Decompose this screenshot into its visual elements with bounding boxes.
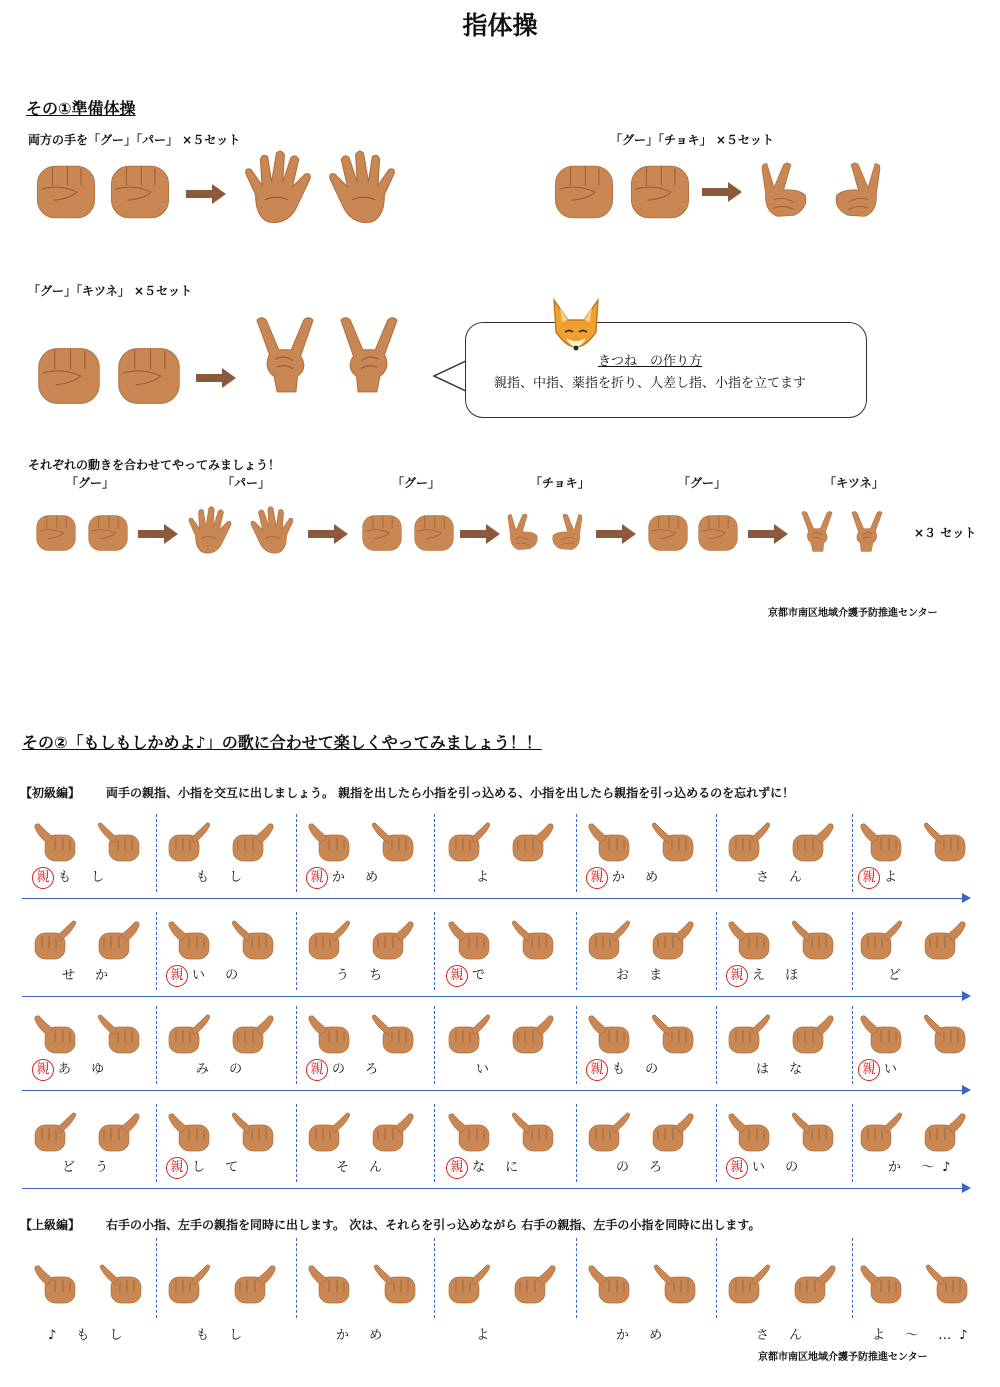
- fox-speech-bubble: [465, 322, 867, 418]
- thumb-hand-icon: [720, 1110, 778, 1160]
- pinky-hand-icon: [364, 820, 422, 870]
- thumb-hand-icon: [160, 1110, 218, 1160]
- fist-hand-icon: [358, 510, 406, 556]
- pinky-hand-icon: [646, 1262, 704, 1312]
- thumb-hand-icon: [504, 820, 562, 870]
- pinky-hand-icon: [160, 820, 218, 870]
- beat-divider: [156, 912, 157, 990]
- fist-hand-icon: [30, 340, 108, 412]
- lyric-label: 親 で: [446, 964, 493, 987]
- thumb-hand-icon: [226, 1262, 284, 1312]
- pinky-hand-icon: [364, 1012, 422, 1062]
- lyric-label: も し: [196, 870, 251, 885]
- fox-icon: [548, 298, 604, 364]
- choki-hand-icon: [546, 506, 586, 558]
- pinky-hand-icon: [720, 1262, 778, 1312]
- fist-hand-icon: [548, 158, 620, 226]
- thumb-hand-icon: [90, 1110, 148, 1160]
- timeline-arrow: [22, 996, 964, 997]
- ex3-caption: 「グー」「キツネ」 ×５セット: [28, 284, 192, 298]
- fist-hand-icon: [110, 340, 188, 412]
- oya-stamp-icon: 親: [306, 867, 328, 889]
- beat-divider: [716, 1238, 717, 1318]
- pinky-hand-icon: [26, 1110, 84, 1160]
- beat-divider: [296, 1104, 297, 1182]
- thumb-hand-icon: [224, 820, 282, 870]
- paper-hand-icon: [238, 150, 318, 230]
- kitsune-hand-icon: [846, 498, 888, 566]
- beat-divider: [434, 1104, 435, 1182]
- pinky-hand-icon: [504, 1110, 562, 1160]
- advanced-lyric-label: よ: [476, 1328, 498, 1343]
- arrow-right-icon: [748, 522, 788, 546]
- ex2-caption: 「グー」「チョキ」 ×５セット: [610, 133, 774, 147]
- thumb-hand-icon: [364, 918, 422, 968]
- lyric-label: の ろ: [616, 1160, 671, 1175]
- lyric-label: 親 い の: [166, 964, 246, 987]
- thumb-hand-icon: [916, 1110, 974, 1160]
- thumb-hand-icon: [90, 918, 148, 968]
- timeline-arrowhead-icon: [962, 893, 971, 903]
- arrow-right-icon: [138, 522, 178, 546]
- pinky-hand-icon: [224, 918, 282, 968]
- pinky-hand-icon: [440, 820, 498, 870]
- page-title: 指体操: [462, 11, 538, 40]
- thumb-hand-icon: [300, 1012, 358, 1062]
- oya-stamp-icon: 親: [32, 867, 54, 889]
- thumb-hand-icon: [852, 820, 910, 870]
- pinky-hand-icon: [440, 1262, 498, 1312]
- pinky-hand-icon: [852, 1110, 910, 1160]
- lyric-label: み の: [196, 1062, 251, 1077]
- pinky-hand-icon: [92, 1262, 150, 1312]
- oya-stamp-icon: 親: [446, 1157, 468, 1179]
- pinky-hand-icon: [366, 1262, 424, 1312]
- combo-label: 「グー」: [66, 476, 115, 490]
- advanced-lyric-label: ♪ も し: [48, 1328, 131, 1343]
- fist-hand-icon: [624, 158, 696, 226]
- thumb-hand-icon: [916, 918, 974, 968]
- fist-hand-icon: [30, 158, 102, 226]
- thumb-hand-icon: [580, 1262, 638, 1312]
- lyric-label: 親 も の: [586, 1058, 666, 1081]
- advanced-instructions: 右手の小指、左手の親指を同時に出します。 次は、それらを引っ込めながら 右手の親指、左手の小指を同時に出します。: [106, 1218, 761, 1232]
- thumb-hand-icon: [644, 918, 702, 968]
- thumb-hand-icon: [26, 1262, 84, 1312]
- thumb-hand-icon: [300, 1262, 358, 1312]
- thumb-hand-icon: [784, 820, 842, 870]
- thumb-hand-icon: [160, 918, 218, 968]
- lyric-label: 親 よ: [858, 866, 905, 889]
- thumb-hand-icon: [26, 1012, 84, 1062]
- beat-divider: [156, 1006, 157, 1084]
- thumb-hand-icon: [786, 1262, 844, 1312]
- arrow-right-icon: [460, 522, 500, 546]
- combo-caption: それぞれの動きを合わせてやってみましょう！: [28, 458, 281, 472]
- beat-divider: [156, 814, 157, 892]
- beat-divider: [716, 1006, 717, 1084]
- lyric-label: よ: [476, 870, 498, 885]
- lyric-label: お ま: [616, 968, 671, 983]
- thumb-hand-icon: [852, 1262, 910, 1312]
- fist-hand-icon: [644, 510, 692, 556]
- pinky-hand-icon: [440, 1012, 498, 1062]
- lyric-label: う ち: [336, 968, 391, 983]
- beat-divider: [296, 1006, 297, 1084]
- beginner-label: 【初級編】: [20, 786, 81, 800]
- pinky-hand-icon: [918, 1262, 976, 1312]
- advanced-lyric-label: も し: [196, 1328, 251, 1343]
- timeline-arrow: [22, 898, 964, 899]
- lyric-label: 親 し て: [166, 1156, 246, 1179]
- lyric-label: か 〜♪: [888, 1160, 959, 1175]
- oya-stamp-icon: 親: [586, 1059, 608, 1081]
- advanced-lyric-label: か め: [616, 1328, 671, 1343]
- combo-label: 「グー」: [392, 476, 441, 490]
- thumb-hand-icon: [504, 1012, 562, 1062]
- oya-stamp-icon: 親: [32, 1059, 54, 1081]
- thumb-hand-icon: [26, 820, 84, 870]
- oya-stamp-icon: 親: [726, 965, 748, 987]
- beat-divider: [576, 814, 577, 892]
- beat-divider: [296, 814, 297, 892]
- bubble-title: きつね の作り方: [598, 354, 703, 369]
- pinky-hand-icon: [504, 918, 562, 968]
- beat-divider: [716, 1104, 717, 1182]
- lyric-label: は な: [756, 1062, 811, 1077]
- lyric-label: 親 い: [858, 1058, 905, 1081]
- advanced-lyric-label: か め: [336, 1328, 391, 1343]
- beat-divider: [434, 1238, 435, 1318]
- fist-hand-icon: [104, 158, 176, 226]
- lyric-label: さ ん: [756, 870, 811, 885]
- lyric-label: そ ん: [336, 1160, 391, 1175]
- pinky-hand-icon: [90, 1012, 148, 1062]
- timeline-arrowhead-icon: [962, 991, 971, 1001]
- fist-hand-icon: [694, 510, 742, 556]
- pinky-hand-icon: [784, 918, 842, 968]
- credit-top: 京都市南区地域介護予防推進センター: [768, 608, 938, 619]
- advanced-label: 【上級編】: [20, 1218, 81, 1232]
- pinky-hand-icon: [160, 1012, 218, 1062]
- kitsune-hand-icon: [330, 292, 408, 420]
- paper-hand-icon: [184, 506, 236, 558]
- pinky-hand-icon: [300, 1110, 358, 1160]
- bubble-text: 親指、中指、薬指を折り、人差し指、小指を立てます: [494, 376, 807, 391]
- pinky-hand-icon: [580, 1110, 638, 1160]
- lyric-label: 親 も し: [32, 866, 112, 889]
- beat-divider: [434, 814, 435, 892]
- lyric-label: せ か: [62, 968, 117, 983]
- arrow-right-icon: [186, 182, 226, 206]
- fist-hand-icon: [32, 510, 80, 556]
- choki-hand-icon: [756, 150, 816, 230]
- pinky-hand-icon: [644, 1012, 702, 1062]
- pinky-hand-icon: [916, 1012, 974, 1062]
- beat-divider: [576, 1238, 577, 1318]
- thumb-hand-icon: [720, 918, 778, 968]
- beat-divider: [434, 912, 435, 990]
- pinky-hand-icon: [160, 1262, 218, 1312]
- fist-hand-icon: [84, 510, 132, 556]
- oya-stamp-icon: 親: [586, 867, 608, 889]
- choki-hand-icon: [504, 506, 544, 558]
- pinky-hand-icon: [300, 918, 358, 968]
- combo-label: 「グー」: [678, 476, 727, 490]
- paper-hand-icon: [322, 150, 402, 230]
- credit-bottom: 京都市南区地域介護予防推進センター: [758, 1352, 928, 1363]
- beat-divider: [296, 1238, 297, 1318]
- oya-stamp-icon: 親: [858, 1059, 880, 1081]
- kitsune-hand-icon: [246, 292, 324, 420]
- combo-label: 「キツネ」: [824, 476, 884, 490]
- lyric-label: 親 か め: [586, 866, 666, 889]
- pinky-hand-icon: [224, 1110, 282, 1160]
- beat-divider: [156, 1104, 157, 1182]
- combo-times: ×３ セット: [914, 526, 977, 540]
- thumb-hand-icon: [580, 820, 638, 870]
- thumb-hand-icon: [440, 1110, 498, 1160]
- advanced-lyric-label: さ ん: [756, 1328, 811, 1343]
- thumb-hand-icon: [300, 820, 358, 870]
- beat-divider: [296, 912, 297, 990]
- lyric-label: 親 の ろ: [306, 1058, 386, 1081]
- combo-label: 「チョキ」: [530, 476, 590, 490]
- beat-divider: [576, 1006, 577, 1084]
- beat-divider: [576, 912, 577, 990]
- oya-stamp-icon: 親: [726, 1157, 748, 1179]
- beat-divider: [434, 1006, 435, 1084]
- fist-hand-icon: [410, 510, 458, 556]
- thumb-hand-icon: [644, 1110, 702, 1160]
- thumb-hand-icon: [440, 918, 498, 968]
- arrow-right-icon: [596, 522, 636, 546]
- lyric-label: 親 な に: [446, 1156, 526, 1179]
- pinky-hand-icon: [916, 820, 974, 870]
- pinky-hand-icon: [720, 1012, 778, 1062]
- pinky-hand-icon: [720, 820, 778, 870]
- paper-hand-icon: [246, 506, 298, 558]
- kitsune-hand-icon: [796, 498, 838, 566]
- beat-divider: [716, 912, 717, 990]
- pinky-hand-icon: [90, 820, 148, 870]
- lyric-label: い: [476, 1062, 498, 1077]
- arrow-right-icon: [308, 522, 348, 546]
- lyric-label: ど: [888, 968, 910, 983]
- thumb-hand-icon: [580, 1012, 638, 1062]
- ex1-caption: 両方の手を「グー」「パー」 ×５セット: [28, 133, 241, 147]
- oya-stamp-icon: 親: [446, 965, 468, 987]
- thumb-hand-icon: [364, 1110, 422, 1160]
- thumb-hand-icon: [224, 1012, 282, 1062]
- pinky-hand-icon: [26, 918, 84, 968]
- arrow-right-icon: [196, 366, 236, 390]
- advanced-lyric-label: よ 〜 …♪: [872, 1328, 976, 1343]
- combo-label: 「パー」: [222, 476, 271, 490]
- lyric-label: 親 あ ゆ: [32, 1058, 112, 1081]
- pinky-hand-icon: [644, 820, 702, 870]
- lyric-label: 親 え ほ: [726, 964, 806, 987]
- oya-stamp-icon: 親: [166, 965, 188, 987]
- beginner-instructions: 両手の親指、小指を交互に出しましょう。 親指を出したら小指を引っ込める、小指を出したら親指を引っ込めるのを忘れずに！: [106, 786, 795, 800]
- beat-divider: [716, 814, 717, 892]
- timeline-arrowhead-icon: [962, 1183, 971, 1193]
- timeline-arrowhead-icon: [962, 1085, 971, 1095]
- pinky-hand-icon: [784, 1110, 842, 1160]
- thumb-hand-icon: [852, 1012, 910, 1062]
- beat-divider: [156, 1238, 157, 1318]
- pinky-hand-icon: [580, 918, 638, 968]
- timeline-arrow: [22, 1188, 964, 1189]
- choki-hand-icon: [826, 150, 886, 230]
- part2-heading: その②「もしもしかめよ♪」の歌に合わせて楽しくやってみましょう！！: [22, 733, 542, 752]
- oya-stamp-icon: 親: [306, 1059, 328, 1081]
- lyric-label: 親 か め: [306, 866, 386, 889]
- lyric-label: ど う: [62, 1160, 117, 1175]
- timeline-arrow: [22, 1090, 964, 1091]
- oya-stamp-icon: 親: [166, 1157, 188, 1179]
- arrow-right-icon: [702, 180, 742, 204]
- thumb-hand-icon: [784, 1012, 842, 1062]
- oya-stamp-icon: 親: [858, 867, 880, 889]
- beat-divider: [576, 1104, 577, 1182]
- part1-heading: その①準備体操: [26, 99, 136, 118]
- pinky-hand-icon: [852, 918, 910, 968]
- lyric-label: 親 い の: [726, 1156, 806, 1179]
- thumb-hand-icon: [506, 1262, 564, 1312]
